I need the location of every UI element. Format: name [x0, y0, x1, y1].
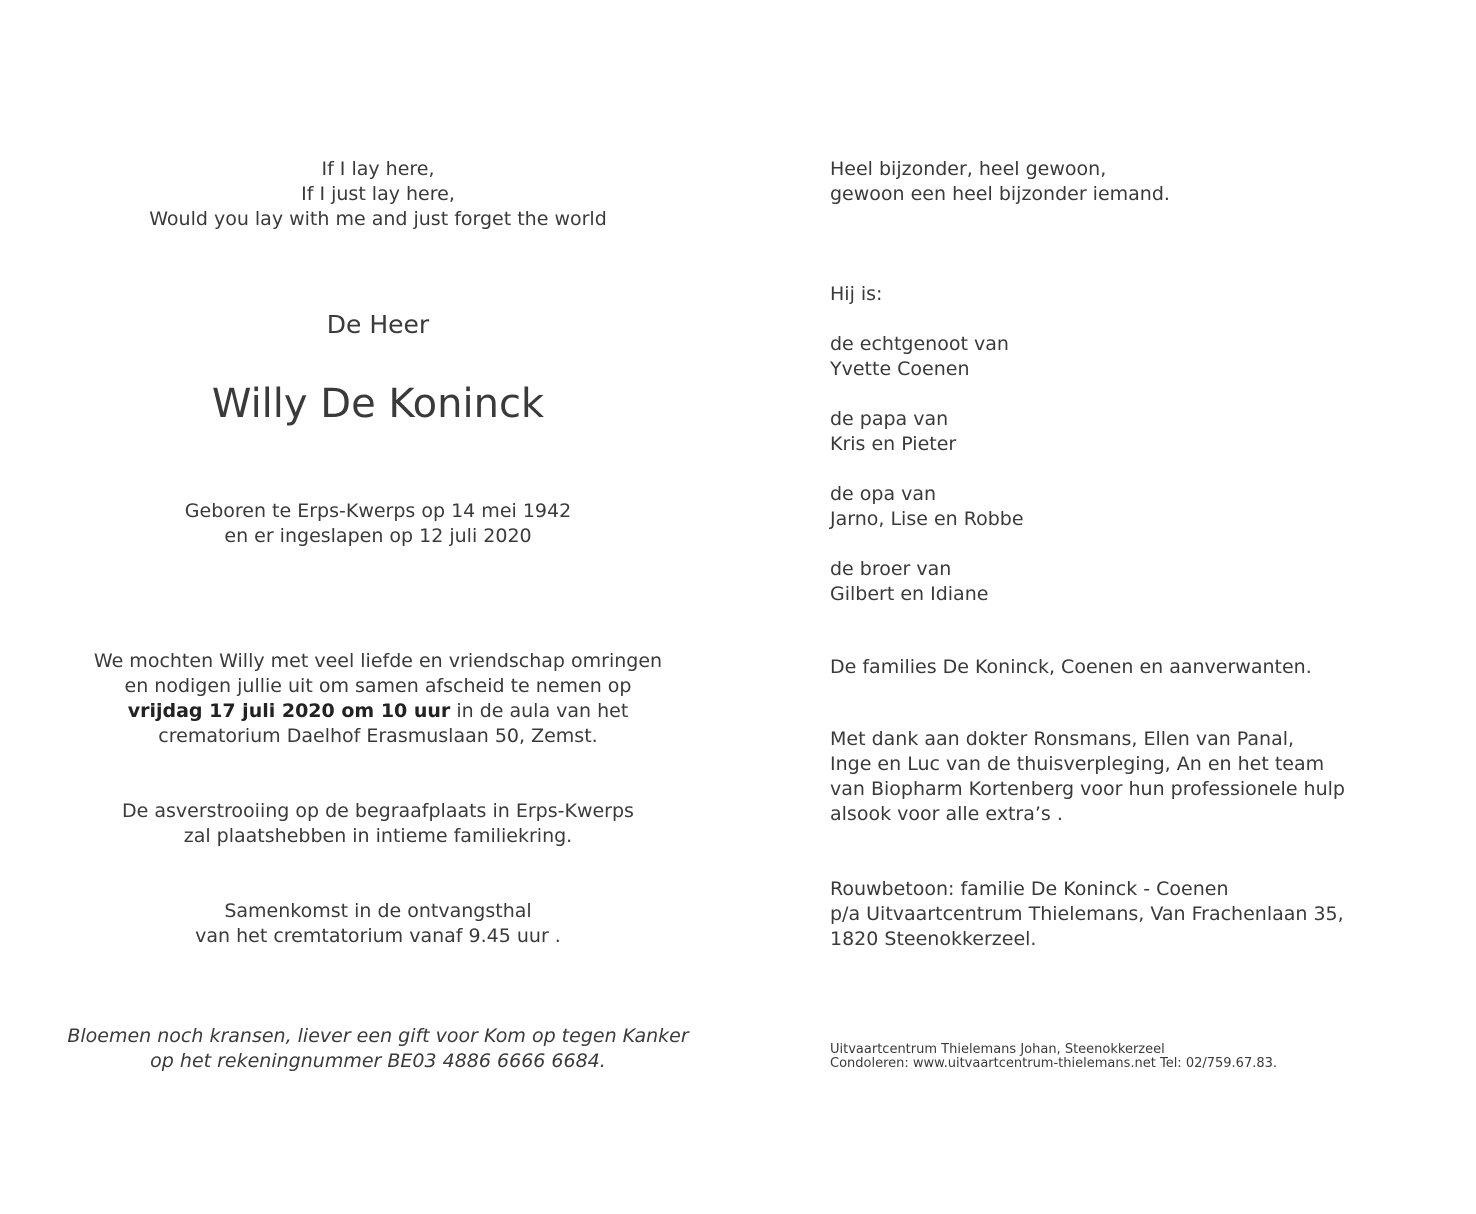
relations-intro: [830, 282, 1450, 307]
motto: [830, 157, 1450, 207]
scattering-line: zal plaatshebben in intieme familiekring.: [183, 825, 573, 847]
relation-role: de opa van: [830, 483, 937, 505]
gathering-line: Samenkomst in de ontvangsthal: [224, 900, 532, 922]
address-line: 1820 Steenokkerzeel.: [830, 928, 1037, 950]
motto-line: gewoon een heel bijzonder iemand.: [830, 183, 1170, 205]
thanks-line: van Biopharm Kortenberg voor hun professionele hulp: [830, 778, 1345, 800]
birth-death-info: [0, 499, 756, 549]
invitation-line: crematorium Daelhof Erasmuslaan 50, Zemst.: [158, 725, 598, 747]
relation-role: de papa van: [830, 408, 949, 430]
invitation-line: en nodigen jullie uit om samen afscheid te nemen op: [124, 675, 632, 697]
poem-line: If I lay here,: [321, 158, 435, 180]
deceased-name: Willy De Koninck: [211, 381, 545, 427]
families-line: De families De Koninck, Coenen en aanverwanten.: [830, 656, 1312, 678]
ceremony-date: vrijdag 17 juli 2020 om 10 uur: [127, 700, 451, 722]
thanks-line: Met dank aan dokter Ronsmans, Ellen van Panal,: [830, 728, 1295, 750]
relation-names: Gilbert en Idiane: [830, 583, 989, 605]
scattering-info: [0, 799, 756, 849]
address-line: p/a Uitvaartcentrum Thielemans, Van Frachenlaan 35,: [830, 903, 1344, 925]
birth-line: Geboren te Erps-Kwerps op 14 mei 1942: [184, 500, 572, 522]
address-line: Rouwbetoon: familie De Koninck - Coenen: [830, 878, 1229, 900]
footer-line: Condoleren: www.uitvaartcentrum-thielemans.net Tel: 02/759.67.83.: [830, 1056, 1278, 1071]
honorific-block: [0, 310, 756, 340]
relation-role: de echtgenoot van: [830, 333, 1009, 355]
relation-children: [830, 407, 1450, 457]
relation-names: Yvette Coenen: [830, 358, 970, 380]
invitation-line-rest: in de aula van het: [450, 700, 629, 722]
thanks-line: alsook voor alle extra’s .: [830, 803, 1063, 825]
relation-names: Kris en Pieter: [830, 433, 957, 455]
invitation: [0, 649, 756, 749]
invitation-line: [0, 699, 756, 724]
condolence-address: [830, 877, 1450, 952]
families: [830, 655, 1450, 680]
right-panel: [830, 0, 1450, 1214]
poem-line: If I just lay here,: [301, 183, 455, 205]
relation-spouse: [830, 332, 1450, 382]
flowers-line: op het rekeningnummer BE03 4886 6666 6684.: [150, 1050, 606, 1072]
motto-line: Heel bijzonder, heel gewoon,: [830, 158, 1107, 180]
honorific: De Heer: [326, 310, 430, 339]
thanks: [830, 727, 1450, 827]
gathering-line: van het cremtatorium vanaf 9.45 uur .: [195, 925, 561, 947]
relations-intro-text: Hij is:: [830, 283, 883, 305]
scattering-line: De asverstrooiing op de begraafplaats in Erps-Kwerps: [122, 800, 634, 822]
gathering-info: [0, 899, 756, 949]
poem: [0, 157, 756, 232]
flowers-line: Bloemen noch kransen, liever een gift voor Kom op tegen Kanker: [67, 1025, 689, 1047]
funeral-home-footer: [830, 1043, 1450, 1071]
poem-line: Would you lay with me and just forget the world: [149, 208, 607, 230]
thanks-line: Inge en Luc van de thuisverpleging, An en het team: [830, 753, 1325, 775]
relation-grandchildren: [830, 482, 1450, 532]
invitation-line: We mochten Willy met veel liefde en vriendschap omringen: [93, 650, 663, 672]
footer-line: Uitvaartcentrum Thielemans Johan, Steenokkerzeel: [830, 1042, 1165, 1057]
name-block: [0, 380, 756, 428]
relation-names: Jarno, Lise en Robbe: [830, 508, 1024, 530]
relation-siblings: [830, 557, 1450, 607]
flowers-note: [0, 1024, 756, 1074]
death-line: en er ingeslapen op 12 juli 2020: [224, 525, 532, 547]
relation-role: de broer van: [830, 558, 952, 580]
